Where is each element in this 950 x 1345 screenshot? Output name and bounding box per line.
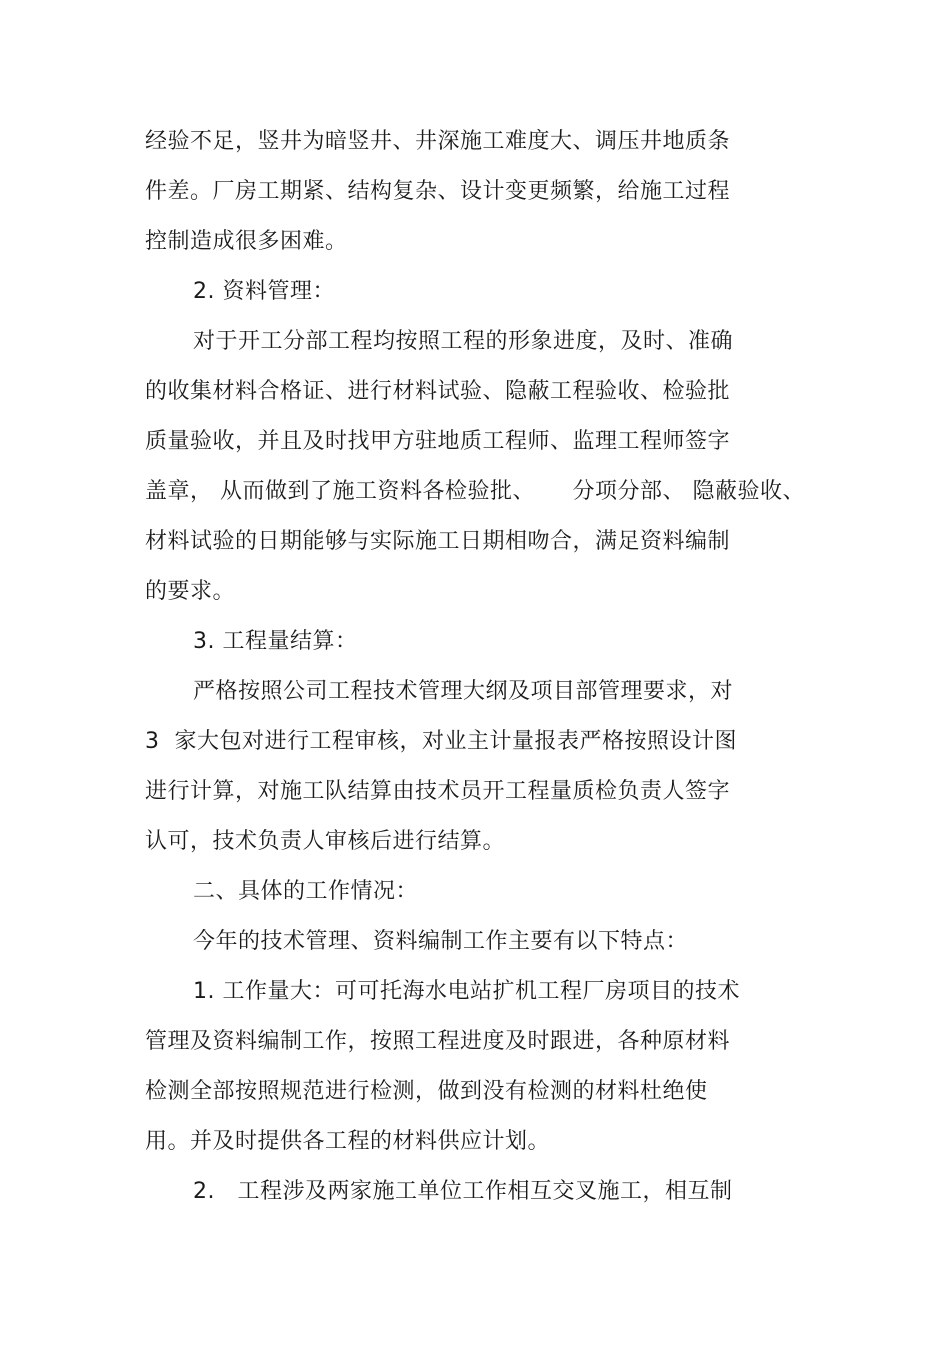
text-line: 的收集材料合格证、进行材料试验、隐蔽工程验收、检验批 <box>145 379 731 404</box>
text-line: 件差。厂房工期紧、结构复杂、设计变更频繁，给施工过程 <box>145 179 731 204</box>
text-line: 今年的技术管理、资料编制工作主要有以下特点： <box>193 929 689 954</box>
text-line: 检测全部按照规范进行检测，做到没有检测的材料杜绝使 <box>145 1079 708 1104</box>
text-line: 的要求。 <box>145 579 236 604</box>
section-heading: 3. 工程量结算： <box>193 629 358 654</box>
text-line: 2. 工程涉及两家施工单位工作相互交叉施工，相互制 <box>193 1179 733 1204</box>
section-heading: 2. 资料管理： <box>193 279 335 304</box>
text-line: 用。并及时提供各工程的材料供应计划。 <box>145 1129 551 1154</box>
text-line: 对于开工分部工程均按照工程的形象进度，及时、准确 <box>193 329 734 354</box>
text-line: 控制造成很多困难。 <box>145 229 348 254</box>
text-line: 盖章， 从而做到了施工资料各检验批、 分项分部、 隐蔽验收、 <box>145 479 805 504</box>
text-line: 经验不足，竖井为暗竖井、井深施工难度大、调压井地质条 <box>145 129 731 154</box>
text-line: 管理及资料编制工作，按照工程进度及时跟进，各种原材料 <box>145 1029 731 1054</box>
text-line: 严格按照公司工程技术管理大纲及项目部管理要求，对 <box>193 679 734 704</box>
section-heading: 二、具体的工作情况： <box>193 879 419 904</box>
text-line: 认可，技术负责人审核后进行结算。 <box>145 829 506 854</box>
text-line: 1. 工作量大：可可托海水电站扩机工程厂房项目的技术 <box>193 979 740 1004</box>
text-line: 质量验收，并且及时找甲方驻地质工程师、监理工程师签字 <box>145 429 731 454</box>
text-line: 3 家大包对进行工程审核，对业主计量报表严格按照设计图 <box>145 729 737 754</box>
text-line: 材料试验的日期能够与实际施工日期相吻合，满足资料编制 <box>145 529 731 554</box>
text-line: 进行计算，对施工队结算由技术员开工程量质检负责人签字 <box>145 779 731 804</box>
